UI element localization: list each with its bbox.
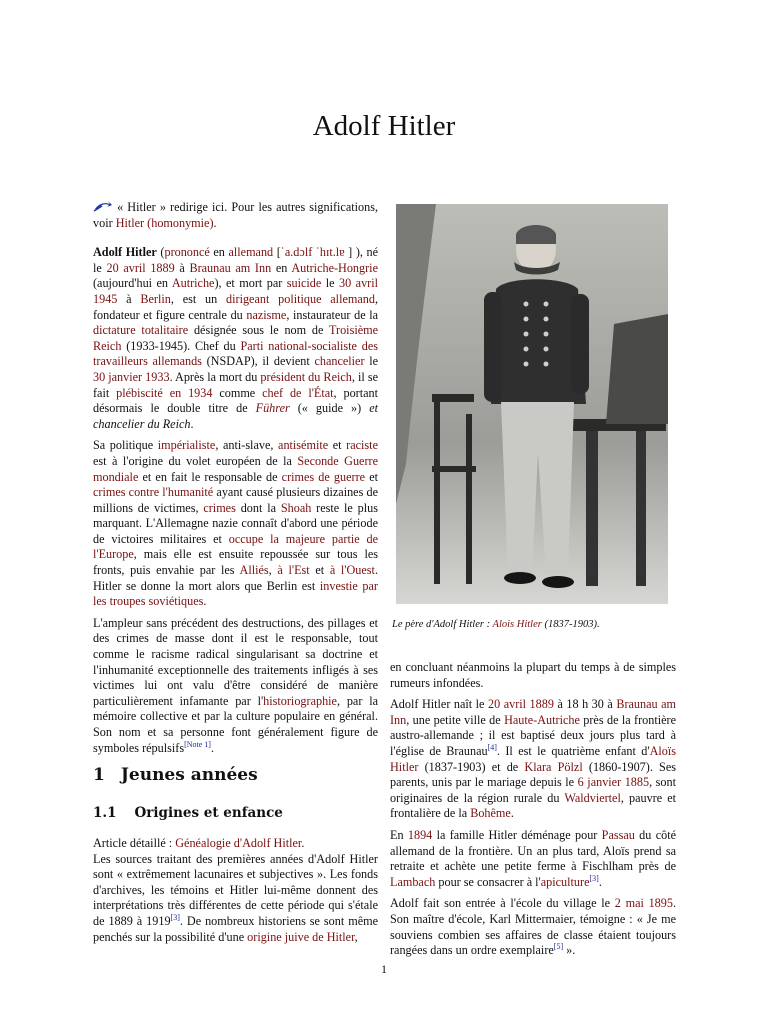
wiki-link[interactable]: Alliés bbox=[239, 563, 269, 578]
wiki-link[interactable]: Führer bbox=[255, 401, 290, 416]
wiki-link[interactable]: allemand bbox=[228, 245, 274, 260]
page-number: 1 bbox=[381, 962, 387, 976]
text-run: , bbox=[354, 929, 358, 944]
text-run: . bbox=[301, 836, 305, 850]
text-run: et bbox=[309, 563, 330, 578]
wiki-link[interactable]: impérialiste bbox=[157, 438, 216, 453]
wiki-link[interactable]: dictature totalitaire bbox=[93, 323, 189, 338]
wiki-link[interactable]: apiculture bbox=[540, 874, 590, 889]
hatnote bbox=[93, 200, 378, 231]
subsection-heading-origines bbox=[93, 805, 283, 821]
redirect-arrow-icon bbox=[93, 200, 113, 212]
wiki-link[interactable]: occupe la majeure partie de l'Europe bbox=[93, 531, 378, 562]
wiki-link[interactable]: Seconde Guerre mondiale bbox=[93, 453, 378, 484]
text-run: ayant causé plusieurs dizaines de millions de victimes, bbox=[93, 485, 379, 515]
page-title: Adolf Hitler bbox=[312, 110, 456, 142]
text-run: , anti-slave, bbox=[215, 438, 279, 453]
wiki-link[interactable]: Bohême bbox=[470, 806, 511, 821]
text-run: ), et mort par bbox=[214, 276, 287, 291]
text-run: (« guide ») bbox=[289, 401, 370, 416]
footnote-ref[interactable]: [5] bbox=[553, 942, 564, 952]
subsection-title: Origines et enfance bbox=[134, 805, 283, 821]
text-run: , pauvre et frontalière de la bbox=[390, 790, 676, 821]
wiki-link[interactable]: à l'Est bbox=[277, 563, 310, 578]
section-heading-jeunes-annees bbox=[93, 765, 258, 785]
text-run: Article détaillé : bbox=[93, 836, 176, 850]
wiki-link[interactable]: origine juive de Hitler bbox=[247, 929, 355, 944]
text-run: , sont originaires de la région rurale du bbox=[390, 775, 676, 805]
right-column bbox=[390, 660, 676, 965]
text-run: et en fait le responsable de bbox=[138, 469, 282, 484]
wiki-link[interactable]: Aloïs Hitler bbox=[390, 743, 676, 774]
wiki-link[interactable]: antisémite bbox=[278, 438, 329, 453]
text-run: . bbox=[598, 874, 602, 889]
hatnote-text: « Hitler » redirige ici. Pour les autres significations, voir bbox=[93, 200, 379, 230]
text-run: le bbox=[364, 354, 378, 369]
wiki-link[interactable]: Passau bbox=[601, 827, 635, 842]
wiki-link[interactable]: Berlin bbox=[140, 291, 171, 306]
text-run: à 18 h 30 à bbox=[553, 697, 617, 712]
text-run: . Son maître d'école, Karl Mittermaier, témoigne : « Je me souviens combien ses affaires de classe étaient toujours rangées dans un ordre exemplaire bbox=[390, 896, 677, 958]
wiki-link[interactable]: prononcé bbox=[164, 245, 210, 260]
caption-link[interactable]: Alois Hitler bbox=[492, 619, 542, 630]
wiki-link[interactable]: 6 janvier 1885 bbox=[577, 775, 650, 790]
text-run: Adolf fait son entrée à l'école du village le bbox=[390, 896, 615, 911]
text-run: L'ampleur sans précédent des destructions, des pillages et des crimes de masse dont il est le responsable, tout comme le racisme radical singularisant sa doctrine et l'inhumanité exceptionnelle des traitements infligés à ses victimes lui ont valu d'être considéré de manière particulièrement infamante par l' bbox=[93, 615, 378, 708]
text-run: près de la frontière austro-allemande ; il est baptisé deux jours plus tard à l'église de Braunau bbox=[390, 712, 676, 758]
text-run: (1837-1903) et de bbox=[418, 759, 525, 774]
text-run: (aujourd'hui en bbox=[93, 276, 172, 291]
wiki-link[interactable]: 20 avril 1889 bbox=[106, 260, 175, 275]
wiki-link[interactable]: Braunau am Inn bbox=[390, 697, 677, 727]
text-run: En bbox=[390, 827, 408, 842]
wiki-link[interactable]: Généalogie d'Adolf Hitler bbox=[175, 836, 302, 850]
wiki-link[interactable]: nazisme bbox=[246, 307, 287, 322]
text-run: en concluant néanmoins la plupart du temps à de simples rumeurs infondées. bbox=[390, 660, 676, 690]
section-number: 1 bbox=[93, 765, 105, 785]
main-article-note bbox=[93, 836, 378, 852]
text-run: . bbox=[510, 806, 514, 821]
origines-paragraph bbox=[93, 852, 378, 946]
wiki-link[interactable]: Lambach bbox=[390, 874, 436, 889]
wiki-link[interactable]: 2 mai 1895 bbox=[614, 896, 673, 911]
wiki-link[interactable]: Shoah bbox=[280, 500, 312, 515]
caption-text-end: (1837-1903). bbox=[541, 619, 600, 630]
wiki-link[interactable]: 30 avril 1945 bbox=[93, 276, 379, 306]
text-run: . Il est le quatrième enfant d' bbox=[496, 743, 650, 758]
wiki-link[interactable]: crimes contre l'humanité bbox=[93, 485, 214, 500]
footnote-ref[interactable]: [3] bbox=[170, 912, 180, 922]
wiki-link[interactable]: Troisième Reich bbox=[93, 323, 378, 353]
text-run: le bbox=[321, 276, 340, 291]
footnote-ref[interactable]: [4] bbox=[487, 742, 497, 752]
wiki-link[interactable]: Haute-Autriche bbox=[504, 712, 580, 727]
hatnote-link[interactable]: Hitler (homonymie) bbox=[115, 215, 214, 230]
text-run: et bbox=[328, 438, 347, 453]
origines-text bbox=[93, 836, 378, 951]
text-run: (1860-1907). Ses parents, unis par le mariage depuis le bbox=[390, 759, 676, 790]
wiki-link[interactable]: Klara Pölzl bbox=[524, 759, 583, 774]
wiki-link[interactable]: Parti national-socialiste des travailleurs allemands bbox=[93, 338, 378, 369]
portrait-photo bbox=[396, 204, 668, 604]
text-run: et bbox=[365, 469, 378, 484]
hatnote-text-end: . bbox=[213, 215, 217, 230]
text-run: désignée sous le nom de bbox=[188, 323, 330, 338]
text-run: . bbox=[190, 416, 194, 431]
wiki-link[interactable]: Waldviertel bbox=[564, 790, 621, 805]
text-run: . Après la mort du bbox=[169, 369, 261, 384]
subsection-number: 1.1 bbox=[93, 805, 117, 821]
text-run: , mais elle est ensuite repoussée sur tous les fronts, puis envahie par les bbox=[93, 547, 378, 578]
wiki-link[interactable]: Autriche-Hongrie bbox=[291, 260, 378, 275]
wiki-link[interactable]: Braunau am Inn bbox=[189, 260, 272, 275]
text-run: . Hitler se donne la mort alors que Berlin est bbox=[93, 563, 378, 593]
section-title: Jeunes années bbox=[120, 765, 258, 785]
wiki-link[interactable]: 30 janvier 1933 bbox=[93, 369, 170, 384]
text-run: Adolf Hitler naît le bbox=[390, 697, 488, 712]
wiki-link[interactable]: 1894 bbox=[407, 827, 433, 842]
wiki-link[interactable]: chancelier bbox=[314, 354, 365, 369]
right-paragraph-3 bbox=[390, 896, 676, 958]
text-run: (1933-1945). Chef du bbox=[121, 338, 241, 353]
right-paragraph-2 bbox=[390, 828, 676, 890]
figure-caption bbox=[392, 618, 672, 631]
wiki-link[interactable]: raciste bbox=[346, 438, 378, 453]
portrait-image bbox=[396, 204, 668, 604]
text-run: ». bbox=[563, 943, 576, 958]
footnote-ref[interactable]: [3] bbox=[589, 873, 599, 883]
wiki-link[interactable]: historiographie bbox=[263, 693, 337, 708]
footnote-ref[interactable]: [Note 1] bbox=[184, 739, 211, 749]
text-run: Les sources traitant des premières années d'Adolf Hitler sont « extrêmement lacunaires et subjectives ». Les fonds d'archives, les témoins et Hitler lui-même donnent des interprétations très différentes de cette période qui s'étale de 1889 à 1919 bbox=[93, 851, 378, 928]
text-run: , il se fait bbox=[93, 369, 378, 400]
intro-paragraph-1 bbox=[93, 245, 378, 432]
text-run: [ bbox=[273, 245, 281, 260]
left-column bbox=[93, 200, 378, 762]
wiki-link[interactable]: suicide bbox=[286, 276, 322, 291]
wiki-link[interactable]: président du Reich bbox=[260, 369, 352, 384]
text-run: , fondateur et figure centrale du bbox=[93, 291, 378, 322]
text-run: dont la bbox=[235, 500, 281, 515]
text-run: est à l'origine du volet européen de la bbox=[93, 453, 298, 468]
intro-paragraph-3 bbox=[93, 616, 378, 756]
text-run: . bbox=[210, 740, 214, 755]
text-run: à bbox=[174, 260, 190, 275]
text-run: . De nombreux historiens se sont même penchés sur la possibilité d'une bbox=[93, 913, 378, 944]
wiki-link[interactable]: chef de l'État bbox=[262, 385, 334, 400]
text-run: (NSDAP), il devient bbox=[201, 354, 315, 369]
text-run: Adolf Hitler bbox=[93, 245, 157, 260]
text-run: en bbox=[209, 245, 229, 260]
text-run: . bbox=[203, 594, 207, 609]
text-run: , par la mémoire collective et par la culture populaire en général. Son nom et sa personne font généralement figure de symboles répulsifs bbox=[93, 693, 378, 755]
right-paragraph-0 bbox=[390, 660, 676, 691]
intro-paragraph-2 bbox=[93, 438, 378, 610]
text-run: , est un bbox=[170, 291, 227, 306]
text-run: , une petite ville de bbox=[406, 712, 505, 727]
wiki-link[interactable]: à l'Ouest bbox=[329, 563, 375, 578]
text-run: reste le plus marquant. L'Allemagne nazie connaît d'abord une période de victoires militaires et bbox=[93, 500, 378, 546]
text-run: du côté allemand de la frontière. Un an plus tard, Aloïs prend sa retraite et achète une petite ferme à Fischlham près de bbox=[390, 827, 676, 874]
text-run: à bbox=[117, 291, 141, 306]
wiki-link[interactable]: plébiscité en 1934 bbox=[116, 385, 213, 400]
text-run: et chancelier du Reich bbox=[93, 401, 378, 431]
text-run: , instaurateur de la bbox=[286, 307, 379, 322]
text-run: , portant désormais le double titre de bbox=[93, 385, 378, 416]
text-run: comme bbox=[212, 385, 263, 400]
wiki-link[interactable]: dirigeant politique allemand bbox=[226, 291, 375, 306]
wiki-link[interactable]: investie par les troupes soviétiques bbox=[93, 578, 378, 609]
caption-text: Le père d'Adolf Hitler : bbox=[392, 619, 493, 630]
text-run: ( bbox=[156, 245, 165, 260]
text-run: la famille Hitler déménage pour bbox=[432, 827, 602, 842]
text-run: , bbox=[268, 563, 278, 578]
wiki-link[interactable]: Autriche bbox=[171, 276, 215, 291]
text-run: Sa politique bbox=[93, 438, 158, 453]
wiki-link[interactable]: crimes de guerre bbox=[281, 469, 366, 484]
wiki-link[interactable]: crimes bbox=[203, 500, 236, 515]
wiki-link[interactable]: 20 avril 1889 bbox=[488, 697, 554, 712]
right-paragraph-1 bbox=[390, 697, 676, 822]
text-run: pour se consacrer à l' bbox=[435, 874, 541, 889]
text-run: en bbox=[271, 260, 292, 275]
wiki-link[interactable]: ˈa.dɔlf ˈhɪt.lɐ bbox=[280, 245, 345, 260]
text-run: ] ), né le bbox=[93, 245, 379, 275]
